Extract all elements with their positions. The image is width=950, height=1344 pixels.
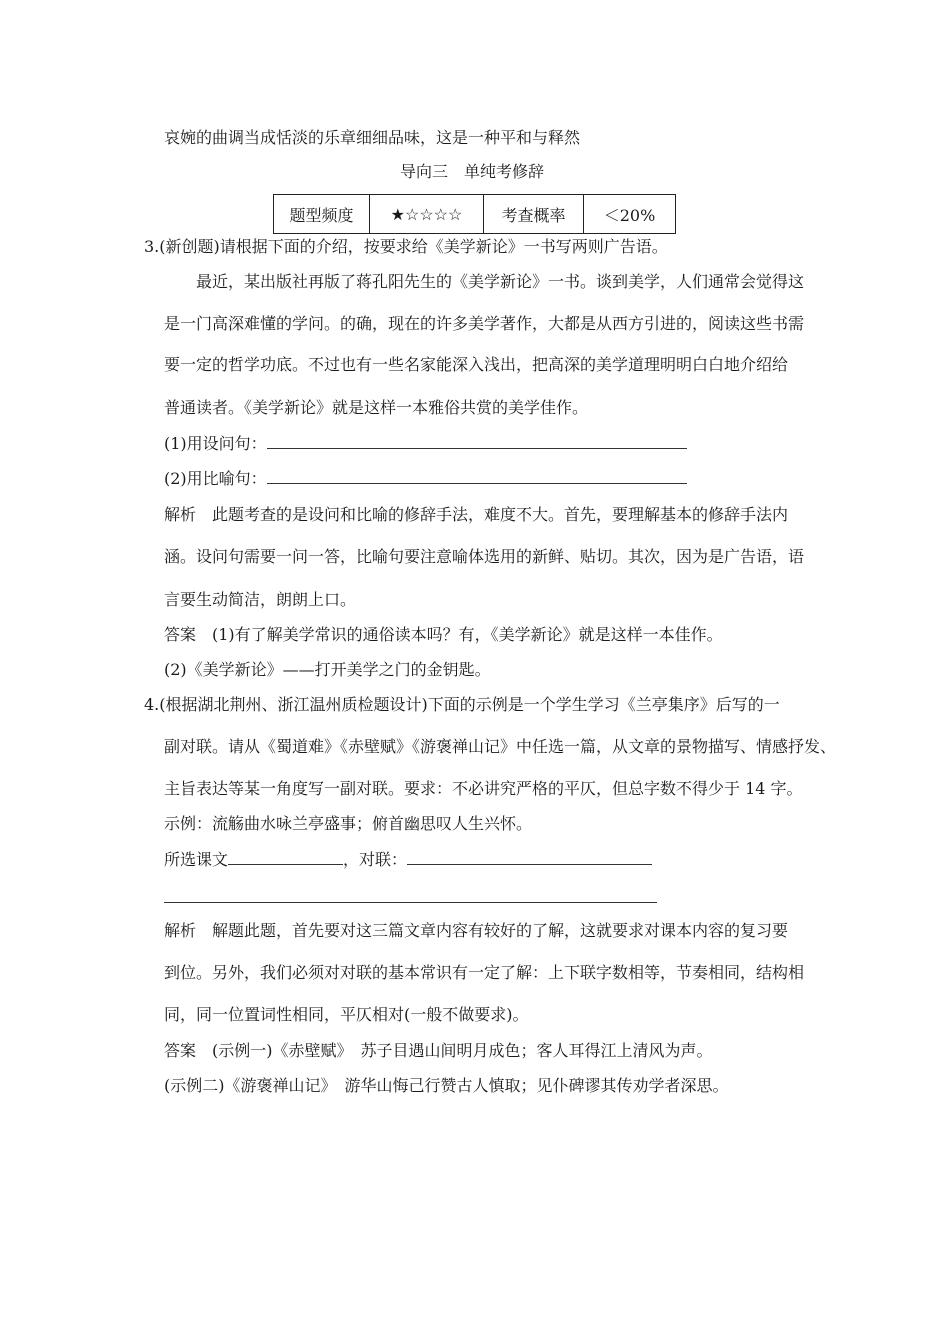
selection-label: 所选课文 bbox=[164, 850, 229, 869]
analysis-line: 涵。设问句需要一问一答，比喻句要注意喻体选用的新鲜、贴切。其次，因为是广告语，语 bbox=[164, 547, 805, 566]
passage-line: 普通读者。《美学新论》就是这样一本雅俗共赏的美学佳作。 bbox=[164, 398, 589, 417]
text-line: 哀婉的曲调当成恬淡的乐章细细品味，这是一种平和与释然 bbox=[164, 128, 581, 147]
analysis-line: 到位。另外，我们必须对对联的基本常识有一定了解：上下联字数相等，节奏相同，结构相 bbox=[164, 963, 805, 982]
question-line: 副对联。请从《蜀道难》《赤壁赋》《游褒禅山记》中任选一篇，从文章的景物描写、情感抒发、 bbox=[164, 737, 837, 756]
sub-question bbox=[164, 434, 687, 454]
analysis-line: 同，同一位置词性相同，平仄相对(一般不做要求)。 bbox=[164, 1005, 529, 1024]
analysis-line: 言要生动简洁，朗朗上口。 bbox=[164, 590, 357, 609]
analysis-line: 解析 解题此题，首先要对这三篇文章内容有较好的了解，这就要求对课本内容的复习要 bbox=[164, 921, 789, 940]
table-cell: 题型频度 bbox=[274, 195, 370, 234]
sub-question-label: (2)用比喻句： bbox=[164, 469, 267, 488]
question-3: 3.(新创题)请根据下面的介绍，按要求给《美学新论》一书写两则广告语。 bbox=[144, 237, 668, 256]
couplet-label: ，对联： bbox=[343, 850, 408, 869]
sub-question bbox=[164, 469, 687, 489]
table-cell: 考查概率 bbox=[484, 195, 584, 234]
table-cell: ＜20% bbox=[584, 195, 676, 234]
text-blank[interactable] bbox=[228, 850, 343, 865]
couplet-blank-line[interactable] bbox=[164, 902, 657, 903]
section-heading: 导向三 单纯考修辞 bbox=[400, 162, 545, 181]
question-4: 4.(根据湖北荆州、浙江温州质检题设计)下面的示例是一个学生学习《兰亭集序》后写的一 bbox=[144, 695, 780, 714]
couplet-blank[interactable] bbox=[407, 850, 652, 865]
frequency-table bbox=[273, 194, 676, 234]
passage-line: 最近，某出版社再版了蒋孔阳先生的《美学新论》一书。谈到美学，人们通常会觉得这 bbox=[196, 272, 805, 291]
sub-question-label: (1)用设问句： bbox=[164, 434, 267, 453]
answer-line: (示例二)《游褒禅山记》 游华山悔己行赞古人慎取；见仆碑谬其传劝学者深思。 bbox=[164, 1076, 729, 1095]
answer-line: 答案 (1)有了解美学常识的通俗读本吗？有，《美学新论》就是这样一本佳作。 bbox=[164, 625, 723, 644]
example-line: 示例：流觞曲水咏兰亭盛事；俯首幽思叹人生兴怀。 bbox=[164, 814, 533, 833]
selection-line bbox=[164, 850, 652, 870]
answer-blank[interactable] bbox=[267, 434, 687, 449]
question-line: 主旨表达等某一角度写一副对联。要求：不必讲究严格的平仄，但总字数不得少于 14 字。 bbox=[164, 779, 803, 798]
passage-line: 是一门高深难懂的学问。的确，现在的许多美学著作，大都是从西方引进的，阅读这些书需 bbox=[164, 314, 805, 333]
answer-line: (2)《美学新论》——打开美学之门的金钥匙。 bbox=[164, 660, 491, 679]
passage-line: 要一定的哲学功底。不过也有一些名家能深入浅出，把高深的美学道理明明白白地介绍给 bbox=[164, 355, 789, 374]
table-cell: ★☆☆☆☆ bbox=[370, 195, 484, 234]
answer-blank[interactable] bbox=[267, 469, 687, 484]
answer-line: 答案 (示例一)《赤壁赋》 苏子目遇山间明月成色；客人耳得江上清风为声。 bbox=[164, 1041, 713, 1060]
analysis-line: 解析 此题考查的是设问和比喻的修辞手法，难度不大。首先，要理解基本的修辞手法内 bbox=[164, 505, 789, 524]
